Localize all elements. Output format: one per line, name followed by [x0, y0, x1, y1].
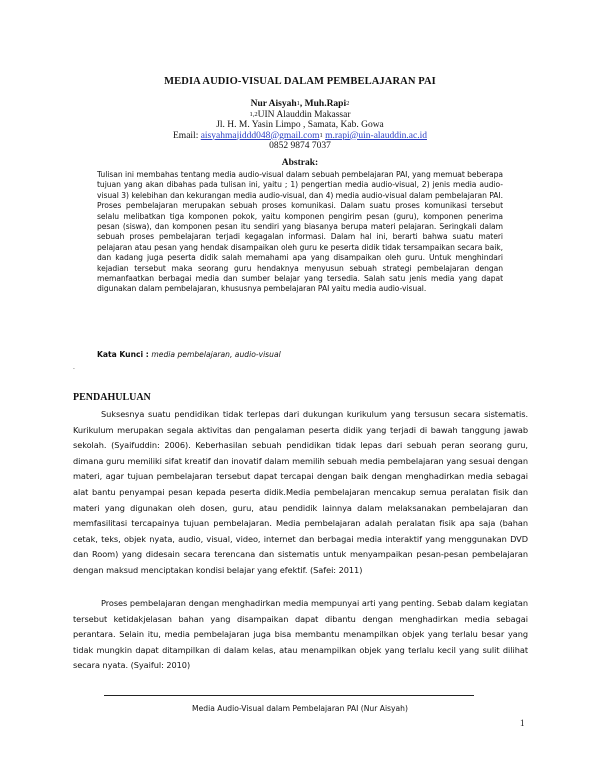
keywords-line	[97, 350, 503, 359]
body-paragraph-2: Proses pembelajaran dengan menghadirkan media mempunyai arti yang penting. Sebab dalam kegiatan tersebut ketidakjelasan bahan yang disampaikan dapat dibantu dengan menghadirkan media sebagai perantara. Selain itu, media pembelajaran juga bisa membantu menampilkan objek yang terlalu besar yang tidak mungkin dapat ditampilkan di dalam kelas, atau menampilkan objek yang terlalu kecil yang sulit dilihat secara nyata. (Syaiful: 2010)	[73, 598, 528, 671]
paper-title: MEDIA AUDIO-VISUAL DALAM PEMBELAJARAN PAI	[164, 76, 436, 87]
email-link-2[interactable]: m.rapi@uin-alauddin.ac.id	[325, 130, 427, 141]
address: Jl. H. M. Yasin Limpo , Samata, Kab. Gowa	[216, 120, 384, 130]
affiliation-line	[0, 110, 600, 121]
body-paragraph-1: Suksesnya suatu pendidikan tidak terlepas dari dukungan kurikulum yang tersusun secara sistematis. Kurikulum merupakan segala aktivitas dan pengalaman peserta didik yang terjadi di bawah tanggung jawab sekolah. (Syaifuddin: 2006). Keberhasilan sebuah pendidikan tidak lepas dari sebuah peran seorang guru, dimana guru memiliki sifat kreatif dan inovatif dalam memilih sebuah media pembelajaran yang sesuai dengan materi, agar tujuan pembelajaran tersebut dapat tercapai dengan baik dengan menghadirkan media sebagai alat bantu penyampai pesan kepada peserta didik.Media pembelajaran mencakup semua peralatan fisik dan materi yang digunakan oleh dosen, guru, atau pendidik lainnya dalam melaksanakan pembelajaran dan memfasilitasi tercapainya tujuan pembelajaran. Media pembelajaran adalah peralatan fisik apa saja (bahan cetak, teks, objek nyata, audio, visual, video, internet dan berbagai media interaktif yang menggunakan DVD dan Room) yang didesain secara terencana dan sistematis untuk menyampaikan pesan-pesan pembelajaran dengan maksud menciptakan kondisi belajar yang efektif. (Safei: 2011)	[73, 409, 528, 575]
author-sup-1: 1	[296, 100, 300, 107]
author-block	[0, 99, 600, 152]
keywords-label: Kata Kunci :	[97, 350, 152, 359]
body-paragraph-2-block	[73, 596, 528, 674]
affiliation: UIN Alauddin Makassar	[257, 109, 351, 120]
email-link-1[interactable]: aisyahmajiddd048@gmail.com	[200, 130, 320, 141]
author-name-1: Nur Aisyah	[250, 99, 297, 109]
affiliation-sup: 1,2	[249, 110, 258, 118]
footer-divider	[104, 695, 474, 696]
body-paragraph-1-block	[73, 407, 528, 579]
running-footer: Media Audio-Visual dalam Pembelajaran PAI (Nur Aisyah)	[192, 704, 408, 713]
section-heading: PENDAHULUAN	[73, 392, 151, 403]
abstract-heading: Abstrak:	[281, 158, 319, 168]
abstract-body	[97, 170, 503, 295]
author-sup-2: 2	[346, 100, 350, 107]
stray-marker: .	[73, 364, 75, 371]
author-name-2: Muh.Rapi	[304, 99, 347, 109]
email-line	[0, 131, 600, 142]
author-separator: ,	[299, 99, 305, 109]
author-names-line	[0, 99, 600, 110]
email-sup-1: 1	[319, 131, 323, 139]
page-number: 1	[520, 718, 525, 728]
email-label: Email:	[173, 130, 201, 141]
phone-number: 0852 9874 7037	[269, 141, 331, 151]
abstract-text: Tulisan ini membahas tentang media audio-visual dalam sebuah pembelajaran PAI, yang memuat beberapa tujuan yang akan dibahas pada tulisan ini, yaitu ; 1) pengertian media audio-visual, 2) jenis media audio-visual 3) kelebihan dan kekurangan media audio-visual, dan 4) media audio-visual dalam pembelajaran PAI. Proses pembelajaran merupakan sebuah proses komunikasi. Dalam suatu proses komunikasi tersebut selalu melibatkan tiga komponen pokok, yaitu komponen pengirim pesan (guru), komponen penerima pesan (siswa), dan komponen pesan itu sendiri yang biasanya berupa materi pelajaran. Seringkali dalam sebuah proses pembelajaran terjadi kegagalan informasi. Dalam hal ini, berarti bahwa suatu materi pelajaran atau pesan yang hendak disampaikan oleh guru ke peserta didik tidak tersampaikan secara baik, dan kadang juga peserta didik salah memahami apa yang disampaikan oleh guru. Untuk menghindari kejadian tersebut maka seorang guru hendaknya menyusun sebuah strategi pembelajaran dengan memanfaatkan berbagai media dan sumber belajar yang tersedia. Salah satu jenis media yang dapat digunakan dalam pembelajaran, khususnya pembelajaran PAI yaitu media audio-visual.	[97, 170, 503, 294]
keywords-value: media pembelajaran, audio-visual	[151, 350, 281, 359]
